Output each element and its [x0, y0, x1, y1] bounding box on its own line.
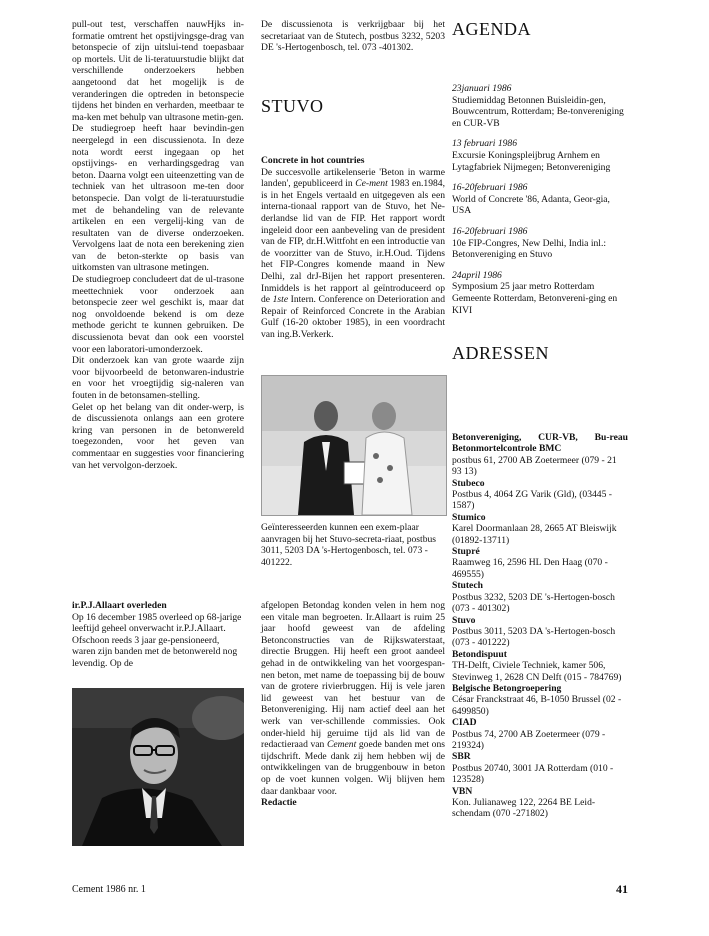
- obituary-continued-part-1: afgelopen Betondag konden velen in hem nog een vitale man begroeten. Ir.Allaart is ruim 25 jaar hoofd geweest van de afdeling Betonconstructies van de Rijkswaterstaat, directie Bruggen. Hij heeft een groot aandeel gehad in de ontwikkeling van het voorgespan-nen beton, met name de toepassing bij de bouw van de grotere rivierbruggen. Hij is vele jaren lid geweest van het bestuur van de Betonvereniging. Hij nam actief deel aan het werk van ver-schillende commissies. Ook onder-hield hij geruime tijd als lid van de redactieraad van: [261, 600, 445, 751]
- obituary-continued-part-2: goede banden met ons tijdschrift. Mede dank zij hem hebben wij de ontwikkelingen van de bruggenbouw in beton op de voet kunnen volgen. Wij blijven hem daar dankbaar voor.: [261, 739, 446, 797]
- agenda-date: 23januari 1986: [452, 83, 512, 94]
- photo-caption: Geïnteresseerden kunnen een exem-plaar aanvragen bij het Stuvo-secreta-riaat, postbus 3011, 5203 DA 's-Hertogenbosch, tel. 073 - 401222.: [261, 522, 437, 568]
- agenda-date: 16-20februari 1986: [452, 225, 528, 237]
- footer-publication: Cement 1986 nr. 1: [72, 884, 146, 895]
- stuvo-handover-photo: [261, 375, 447, 516]
- address-name: VBN: [452, 785, 473, 797]
- agenda-item: [452, 182, 628, 217]
- stuvo-body: [261, 167, 445, 341]
- agenda-date: 13 februari 1986: [452, 138, 518, 150]
- address-text: Karel Doormanlaan 28, 2665 AT Bleiswijk (01892-13711): [452, 523, 617, 546]
- address-entry: [452, 683, 628, 717]
- obituary-text: Op 16 december 1985 overleed op 68-jarige leeftijd geheel onverwacht ir.P.J.Allaart. Ofschoon reeds 3 jaar ge-pensioneerd, waren zijn banden met de betonwereld nog levendig. Op de: [72, 611, 242, 669]
- obituary-title: ir.P.J.Allaart overleden: [72, 600, 167, 611]
- agenda-text: Symposium 25 jaar metro Rotterdam Gemeente Rotterdam, Betonvereni-ging en KIVI: [452, 281, 618, 316]
- address-text: Kon. Julianaweg 122, 2264 BE Leid-schendam (070 -271802): [452, 797, 596, 820]
- address-entry: [452, 786, 628, 820]
- address-name: Betondispuut: [452, 648, 507, 660]
- address-text: Postbus 20740, 3001 JA Rotterdam (010 - 123528): [452, 762, 614, 786]
- address-name: CIAD: [452, 717, 477, 729]
- agenda-item: [452, 138, 628, 173]
- agenda-text: Studiemiddag Betonnen Buisleidin-gen, Bouwcentrum, Rotterdam; Be-tonvereniging en CUR-VB: [452, 94, 624, 129]
- agenda-text: 10e FIP-Congres, New Delhi, India inl.: Betonvereniging en Stuvo: [452, 237, 607, 261]
- address-text: postbus 61, 2700 AB Zoetermeer (079 - 21 93 13): [452, 454, 617, 478]
- section-heading-agenda: AGENDA: [452, 19, 531, 39]
- address-name: Stupré: [452, 546, 480, 558]
- obituary-signature: Redactie: [261, 797, 297, 809]
- address-text: Postbus 4, 4064 ZG Varik (Gld), (03445 - 1587): [452, 489, 612, 512]
- agenda-item: [452, 83, 628, 129]
- portrait-photo: [72, 688, 244, 846]
- address-name: SBR: [452, 751, 471, 763]
- obituary-block: [72, 600, 244, 670]
- address-text: Postbus 3011, 5203 DA 's-Hertogen-bosch (073 - 401222): [452, 625, 616, 649]
- section-heading-adressen: ADRESSEN: [452, 343, 550, 363]
- address-text: Postbus 74, 2700 AB Zoetermeer (079 - 219324): [452, 728, 606, 751]
- article-discussienota-text: pull-out test, verschaffen nauwHjks in-formatie omtrent het opstijvingsge-drag van betonspecie of zijn uitslui-tend toepasbaar op mortels. Uit de li-teratuurstudie blijkt dat verschillende onderzoekers hebben aangetoond dat het mogelijk is de veranderingen die optreden in betonspecie tijdens het binden en verharden, meetbaar te ma-ken met behulp van ultrasone metin-gen. De studiegroep heeft haar bevindin-gen neergelegd in een discussienota. In deze nota wordt eerst ingegaan op het opstijvings- en verhardingsgedrag van beton. Daarna volgt een uiteenzetting van de techniek van het ultrasoon me-ten door betonspecie. Dan volgt de li-teratuurstudie met de behandeling van de relevante artikelen en een vergelij-king van de resultaten van de diverse onderzoeken. Vervolgens laat de nota een berekening zien van de beton-sterkte op basis van uitkomsten van ultrasone metingen. De studiegroep concludeert dat de ul-trasone meettechniek voor onderzoek aan betonspecie zeer wel geschikt is, maar dat nog onvoldoende bekend is om deze methode gericht te kunnen gebruiken. De discussienota bevat dan ook een voorstel voor een laboratori-umonderzoek. Dit onderzoek kan van grote waarde zijn voor bijvoorbeeld de betonwaren-industrie en voor het vroegtijdig sig-naleren van fouten in de betonsamen-stelling. Gelet op het belang van dit onder-werp, is de discussienota onlangs aan een grotere kring van personen in de betonwereld toegezonden, voor het geven van commentaar en suggesties voor financiering van het vervolgon-derzoek.: [72, 19, 244, 471]
- address-list: [452, 432, 628, 820]
- address-text: Raamweg 16, 2596 HL Den Haag (070 - 469555): [452, 557, 608, 580]
- address-entry: [452, 615, 628, 649]
- discussienota-availability: De discussienota is verkrijgbaar bij het secretariaat van de Stutech, postbus 3232, 5203 DE 's-Hertogenbosch, tel. 073 -401302.: [261, 19, 445, 54]
- address-entry: [452, 432, 628, 478]
- stuvo-body-1ste: 1ste: [272, 294, 289, 306]
- obituary-continued-cement: Cement: [326, 739, 357, 751]
- agenda-item: [452, 226, 628, 261]
- address-name: Belgische Betongroepering: [452, 682, 562, 694]
- section-heading-stuvo: STUVO: [261, 96, 324, 116]
- page-number: 41: [616, 882, 628, 896]
- address-entry: [452, 751, 628, 785]
- address-text: Postbus 3232, 5203 DE 's-Hertogen-bosch (073 - 401302): [452, 591, 615, 615]
- address-entry: [452, 512, 628, 546]
- address-text: TH-Delft, Civiele Techniek, kamer 506, Stevinweg 1, 2628 CN Delft (015 - 784769): [452, 660, 622, 683]
- agenda-date: 16-20februari 1986: [452, 182, 528, 194]
- obituary-continued-body: [261, 600, 445, 797]
- address-name: Stubeco: [452, 477, 485, 489]
- address-entry: [452, 478, 628, 512]
- address-name: Stumico: [452, 511, 486, 523]
- stuvo-body-part-3: Intern. Conference on Deterioration and Repair of Reinforced Concrete in the Arabian Gulf (16-20 oktober 1985), in een voordracht van ing.B.Verkerk.: [261, 294, 445, 340]
- stuvo-body-part-2: 1983 en.1984, is in het Engels vertaald en uitgegeven als een interna-tionaal rapport van de Stuvo, het Ne-derlandse lid van de FIP. Het rapport wordt ingeleid door een aanbeveling van de president van de FIP, dr.H.Wittfoht en een introductie van de voorzitter van de Stuvo, ir.H.Oud. Tijdens het FIP-Congres komende maand in New Delhi, zal drJ-Bijen het rapport presenteren. Inmiddels is het rapport al geïntroduceerd op de: [261, 178, 445, 306]
- agenda-item: [452, 270, 628, 316]
- address-entry: [452, 717, 628, 751]
- address-entry: [452, 546, 628, 580]
- obituary-continued: [261, 600, 445, 809]
- address-name: Betonvereniging, CUR-VB, Bu-reau Betonmortelcontrole BMC: [452, 432, 628, 455]
- stuvo-body-cement: Ce-ment: [355, 178, 388, 190]
- agenda-date: 24april 1986: [452, 269, 502, 281]
- agenda-text: World of Concrete '86, Adanta, Geor-gia, USA: [452, 193, 610, 217]
- address-name: Stuvo: [452, 614, 476, 626]
- address-entry: [452, 649, 628, 683]
- address-entry: [452, 580, 628, 614]
- stuvo-article: [261, 155, 445, 341]
- stuvo-body-part-1: De succesvolle artikelenserie 'Beton in warme landen', gepubliceerd in: [261, 166, 445, 190]
- address-text: César Franckstraat 46, B-1050 Brussel (02 - 6499850): [452, 694, 622, 717]
- agenda-text: Excursie Koningspleijbrug Arnhem en Lytagfabriek Nijmegen; Betonvereniging: [452, 149, 611, 173]
- agenda-list: [452, 83, 628, 316]
- address-name: Stutech: [452, 580, 483, 592]
- stuvo-subtitle: Concrete in hot countries: [261, 155, 365, 166]
